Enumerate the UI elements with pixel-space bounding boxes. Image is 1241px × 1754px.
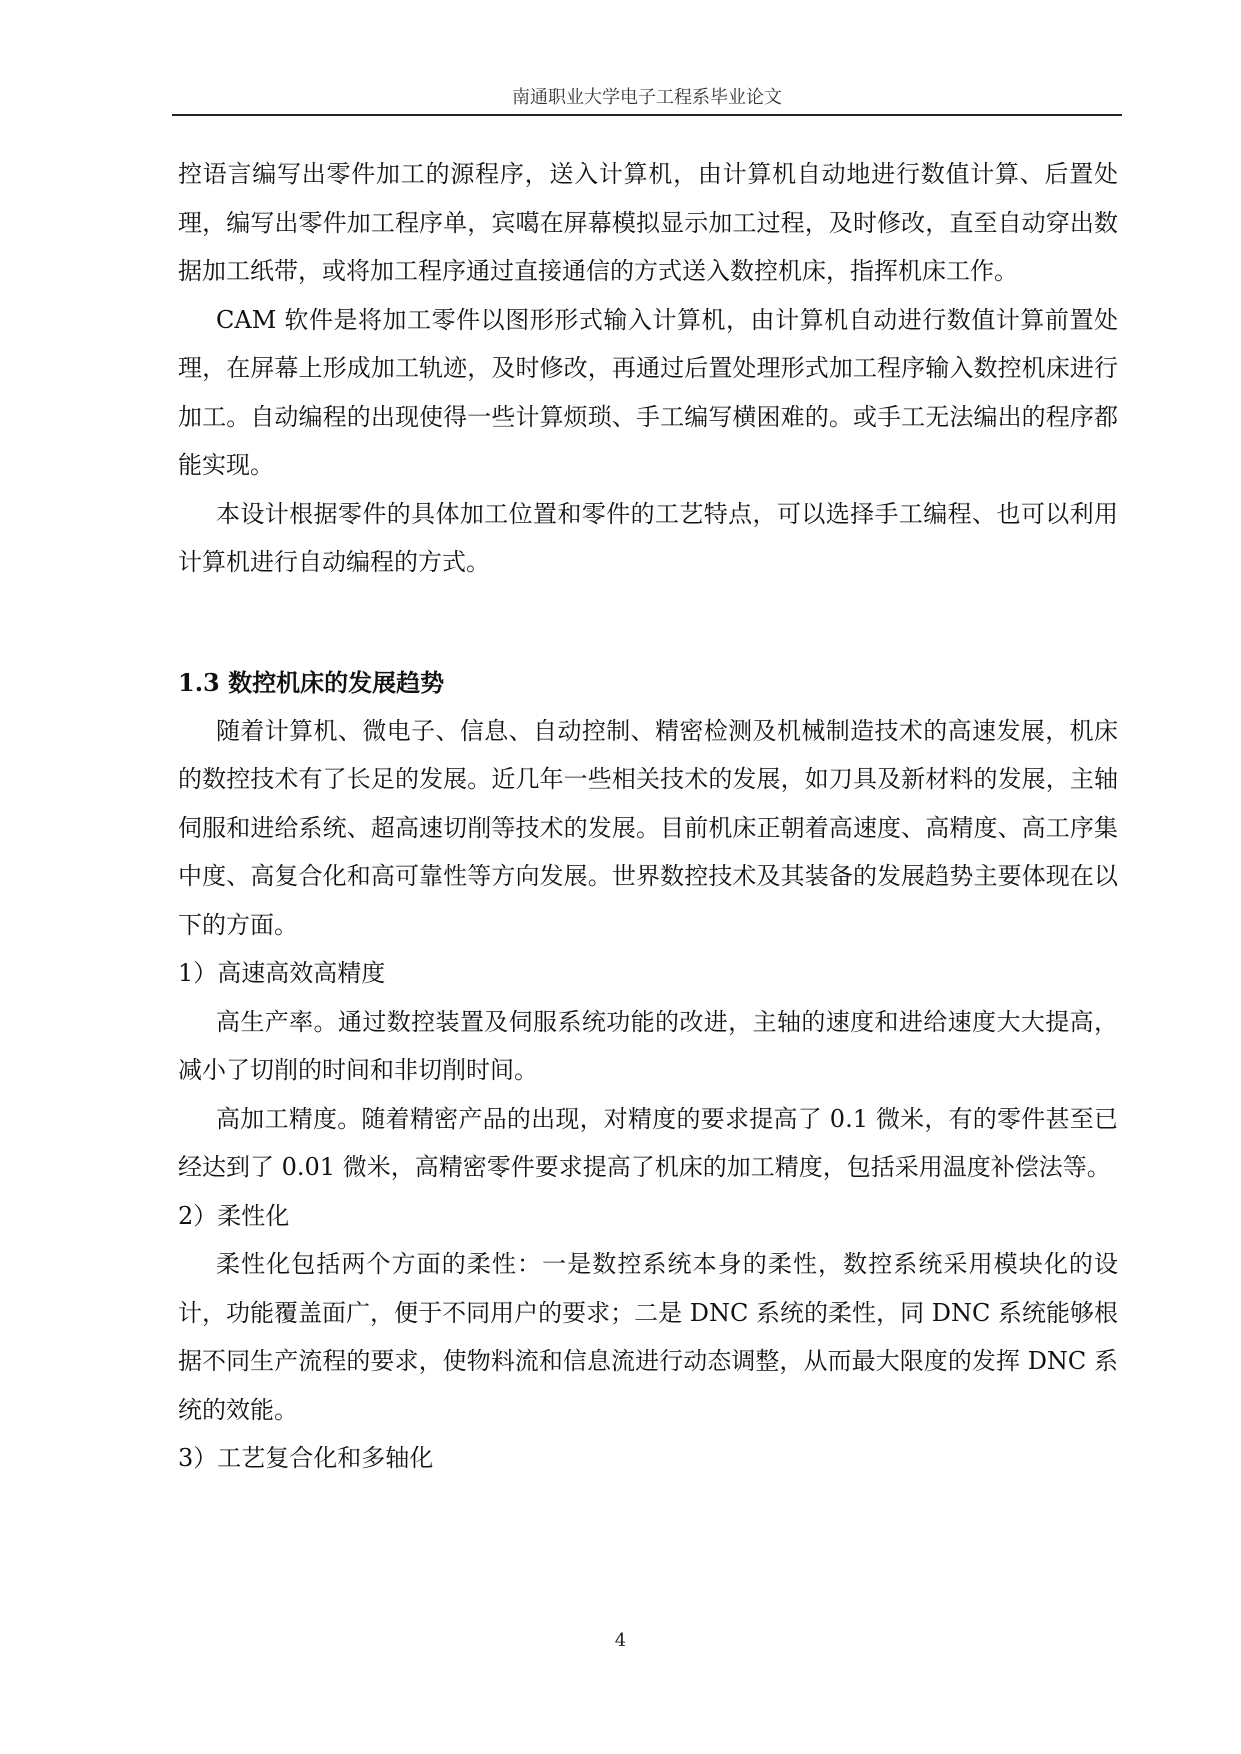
page-number: 4 — [614, 1630, 627, 1651]
paragraph-source-program: 控语言编写出零件加工的源程序，送入计算机，由计算机自动地进行数值计算、后置处理，编写出零件加工程序单，宾噶在屏幕模拟显示加工过程，及时修改，直至自动穿出数据加工纸带，或将加工程序通过直接通信的方式送入数控机床，指挥机床工作。 — [178, 160, 1118, 285]
section-heading: 1.3 数控机床的发展趋势 — [178, 667, 445, 697]
paragraph-high-precision: 高加工精度。随着精密产品的出现，对精度的要求提高了 0.1 微米，有的零件甚至已经达到了 0.01 微米，高精密零件要求提高了机床的加工精度，包括采用温度补偿法等。 — [178, 1104, 1118, 1181]
paragraph-cam-software: CAM 软件是将加工零件以图形形式输入计算机，由计算机自动进行数值计算前置处理，在屏幕上形成加工轨迹，及时修改，再通过后置处理形式加工程序输入数控机床进行加工。自动编程的出现使得一些计算烦琐、手工编写横困难的。或手工无法编出的程序都能实现。 — [178, 305, 1118, 479]
subsection-title-flexibility: 2）柔性化 — [178, 1201, 290, 1230]
paragraph-flexibility: 柔性化包括两个方面的柔性：一是数控系统本身的柔性，数控系统采用模块化的设计，功能覆盖面广，便于不同用户的要求；二是 DNC 系统的柔性，同 DNC 系统能够根据不同生产流程的要求，使物料流和信息流进行动态调整，从而最大限度的发挥 DNC 系统的效能。 — [178, 1250, 1118, 1424]
header-title: 南通职业大学电子工程系毕业论文 — [512, 87, 782, 108]
subsection-title-multi-axis: 3）工艺复合化和多轴化 — [178, 1444, 434, 1472]
document-body — [178, 150, 1118, 1483]
subsection-title-high-speed: 1）高速高效高精度 — [178, 959, 386, 987]
paragraph-programming-method: 本设计根据零件的具体加工位置和零件的工艺特点，可以选择手工编程、也可以利用计算机进行自动编程的方式。 — [178, 499, 1118, 576]
section-intro-paragraph: 随着计算机、微电子、信息、自动控制、精密检测及机械制造技术的高速发展，机床的数控技术有了长足的发展。近几年一些相关技术的发展，如刀具及新材料的发展，主轴伺服和进给系统、超高速切削等技术的发展。目前机床正朝着高速度、高精度、高工序集中度、高复合化和高可靠性等方向发展。世界数控技术及其装备的发展趋势主要体现在以下的方面。 — [178, 716, 1118, 939]
section-spacer — [178, 587, 1118, 659]
paragraph-high-productivity: 高生产率。通过数控装置及伺服系统功能的改进，主轴的速度和进给速度大大提高，减小了切削的时间和非切削时间。 — [178, 1007, 1118, 1084]
page-header — [172, 84, 1122, 116]
